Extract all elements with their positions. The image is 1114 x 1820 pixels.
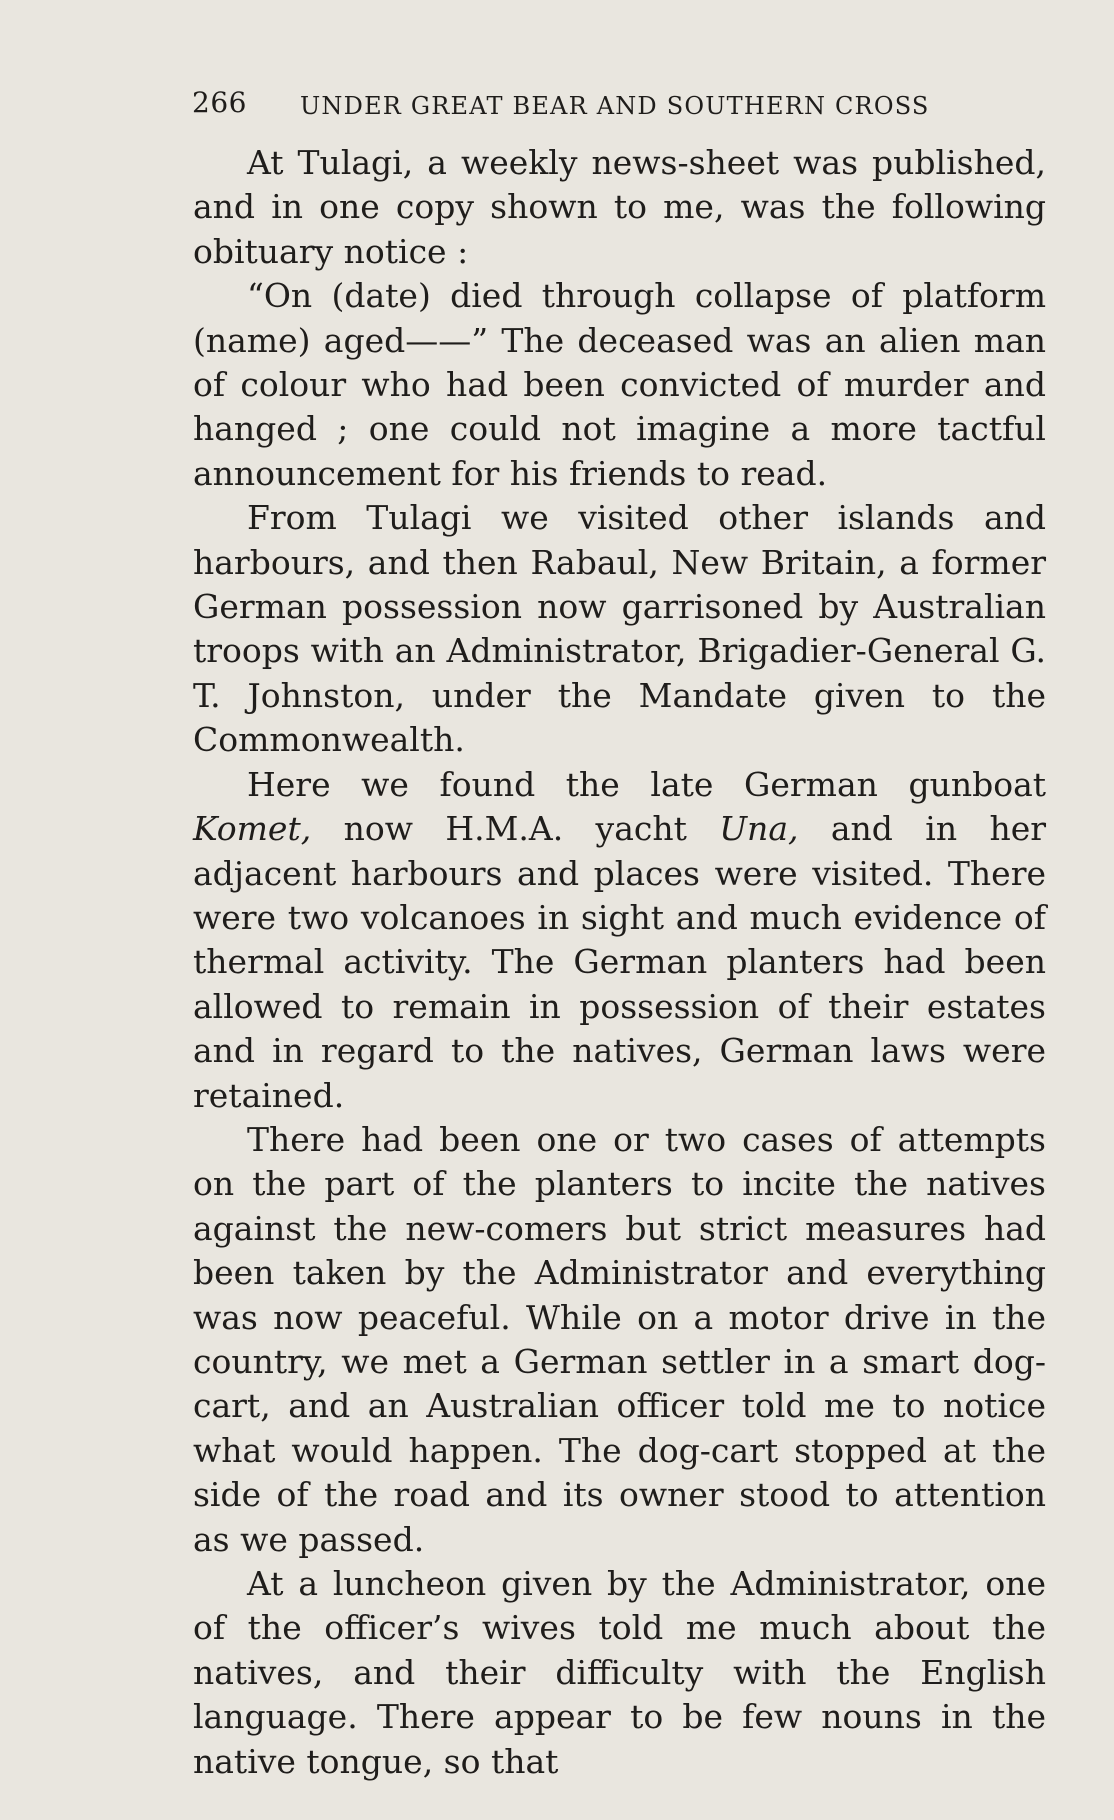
paragraph-4-text-3: and in her adjacent harbours and places were visited. There were two volcanoes in sight and much evidence of thermal activity. The German planters had been allowed to remain in possession of their estates and in regard to the natives, German laws were retained.: [193, 809, 1047, 1115]
body-text: [193, 141, 1046, 1784]
running-title: UNDER GREAT BEAR AND SOUTHERN CROSS: [300, 92, 930, 120]
paragraph-5: There had been one or two cases of attempts on the part of the planters to incite the natives against the new-comers but strict measures had been taken by the Administrator and everything was now peaceful. While on a motor drive in the country, we met a German settler in a smart dog-cart, and an Australian officer told me to notice what would happen. The dog-cart stopped at the side of the road and its owner stood to attention as we passed.: [193, 1119, 1046, 1559]
paragraph-3: From Tulagi we visited other islands and harbours, and then Rabaul, New Britain, a former German possession now garrisoned by Australian troops with an Administrator, Brigadier-General G. T. Johnston, under the Mandate given to the Commonwealth.: [193, 498, 1046, 760]
paragraph-6: At a luncheon given by the Administrator, one of the officer’s wives told me much about the natives, and their difficulty with the English language. There appear to be few nouns in the native tongue, so that: [193, 1564, 1046, 1781]
paragraph-4-text-1: Here we found the late German gunboat: [247, 764, 1046, 804]
ship-name-komet: Komet,: [193, 809, 312, 849]
paragraph-4-text-2: now H.M.A. yacht: [311, 809, 720, 849]
page-number: 266: [192, 86, 247, 119]
running-head: [192, 86, 1054, 122]
paragraph-2: “On (date) died through collapse of platform (name) aged——” The deceased was an alien man of colour who had been convicted of murder and hanged ; one could not imagine a more tactful announcement for his friends to read.: [193, 276, 1046, 493]
paragraph-1: At Tulagi, a weekly news-sheet was published, and in one copy shown to me, was the following obituary notice :: [193, 143, 1046, 271]
ship-name-una: Una,: [719, 809, 799, 849]
paragraph-4: [193, 763, 1046, 1118]
